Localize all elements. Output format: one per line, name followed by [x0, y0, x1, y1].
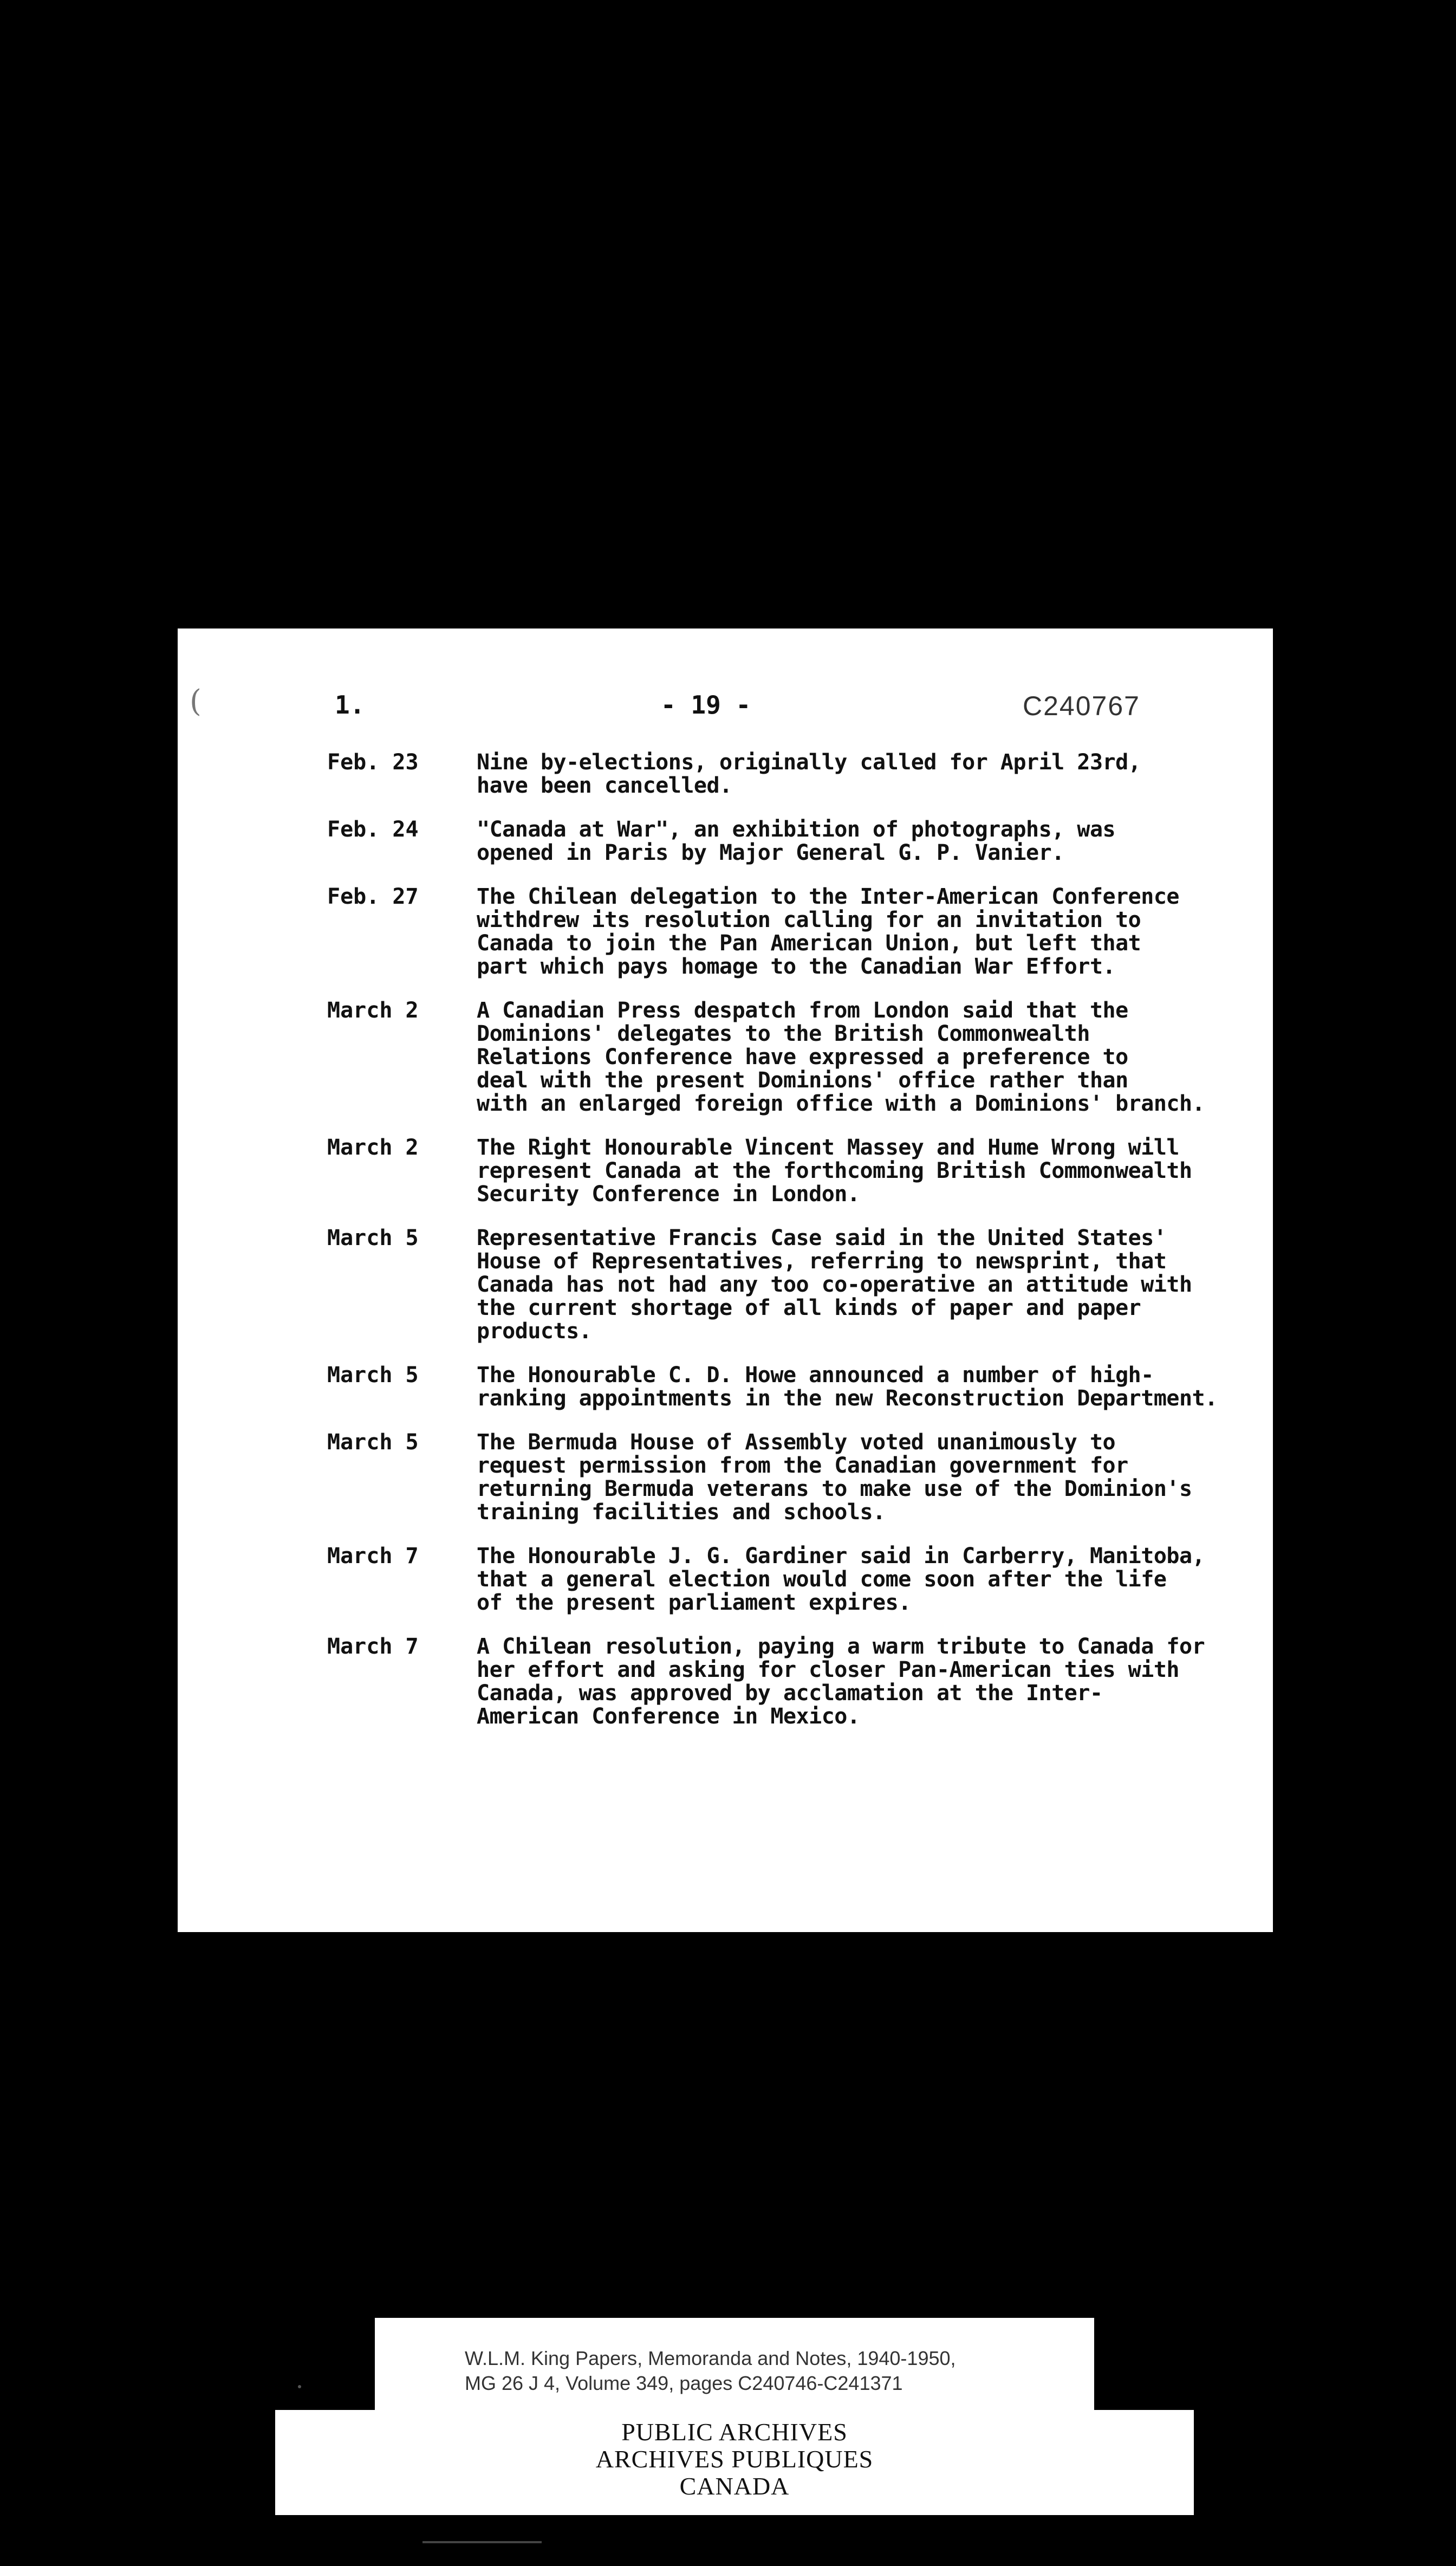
entry-text: A Chilean resolution, paying a warm tribute to Canada for her effort and asking for closer Pan-American ties with Canada, was approved by acclamation at the Inter- American Conference in Mexico. [477, 1634, 1205, 1729]
chronology-entry [327, 1431, 1259, 1524]
entry-date: March 2 [327, 998, 419, 1023]
chronology-entry [327, 1635, 1259, 1728]
entry-text: The Honourable C. D. Howe announced a number of high- ranking appointments in the new Reconstruction Department. [477, 1363, 1218, 1411]
entry-date: Feb. 24 [327, 817, 419, 842]
archive-citation [465, 2346, 956, 2396]
chronology-entry [327, 818, 1259, 865]
label-card-tab-right [1094, 2318, 1194, 2410]
archive-country: CANADA [679, 2472, 790, 2500]
archive-name-french: ARCHIVES PUBLIQUES [595, 2445, 874, 2473]
film-edge-mark [422, 2541, 542, 2543]
chronology-entry [327, 1545, 1259, 1615]
page-number: - 19 - [661, 690, 751, 720]
dust-mark [298, 2385, 301, 2388]
entry-text: "Canada at War", an exhibition of photographs, was opened in Paris by Major General G. P. Vanier. [477, 817, 1116, 865]
chronology-entry [327, 1136, 1259, 1206]
entry-date: March 5 [327, 1363, 419, 1388]
entry-text: A Canadian Press despatch from London said that the Dominions' delegates to the British Commonwealth Relations Conference have expressed a preference to deal with the present Dominions' office rather than with an enlarged foreign office with a Dominions' branch. [477, 998, 1205, 1116]
entry-text: Nine by-elections, originally called for April 23rd, have been cancelled. [477, 750, 1141, 798]
entry-date: March 5 [327, 1226, 419, 1250]
entry-text: The Honourable J. G. Gardiner said in Carberry, Manitoba, that a general election would come soon after the life of the present parliament expires. [477, 1544, 1205, 1615]
chronology-entry [327, 1227, 1259, 1343]
entry-text: The Right Honourable Vincent Massey and Hume Wrong will represent Canada at the forthcoming British Commonwealth Security Conference in London. [477, 1135, 1192, 1207]
chronology-entry [327, 999, 1259, 1116]
citation-line: W.L.M. King Papers, Memoranda and Notes, 1940-1950, [465, 2347, 956, 2369]
entry-text: Representative Francis Case said in the United States' House of Representatives, referring to newsprint, that Canada has not had any too co-operative an attitude with the current shortage of all kinds of paper and paper products. [477, 1226, 1192, 1344]
archive-label-card [275, 2318, 1194, 2515]
entry-text: The Chilean delegation to the Inter-American Conference withdrew its resolution calling for an invitation to Canada to join the Pan American Union, but left that part which pays homage to the Canadian War Effort. [477, 884, 1180, 979]
document-id-stamp: C240767 [1023, 691, 1140, 721]
entry-date: March 7 [327, 1544, 419, 1569]
document-page [178, 628, 1273, 1932]
chronology-entry [327, 1364, 1259, 1410]
entry-date: Feb. 27 [327, 884, 419, 909]
section-number: 1. [335, 690, 365, 720]
entry-date: March 7 [327, 1634, 419, 1659]
entry-date: Feb. 23 [327, 750, 419, 775]
chronology-entry [327, 885, 1259, 979]
citation-line: MG 26 J 4, Volume 349, pages C240746-C241371 [465, 2372, 903, 2394]
entry-date: March 5 [327, 1430, 419, 1455]
label-card-tab-left [275, 2318, 375, 2410]
entry-date: March 2 [327, 1135, 419, 1160]
entry-text: The Bermuda House of Assembly voted unanimously to request permission from the Canadian government for returning Bermuda veterans to make use of the Dominion's training facilities and schools. [477, 1430, 1192, 1525]
margin-mark: ( [190, 684, 202, 719]
archive-name-english: PUBLIC ARCHIVES [621, 2418, 848, 2446]
chronology-entries [327, 751, 1259, 1749]
chronology-entry [327, 751, 1259, 798]
